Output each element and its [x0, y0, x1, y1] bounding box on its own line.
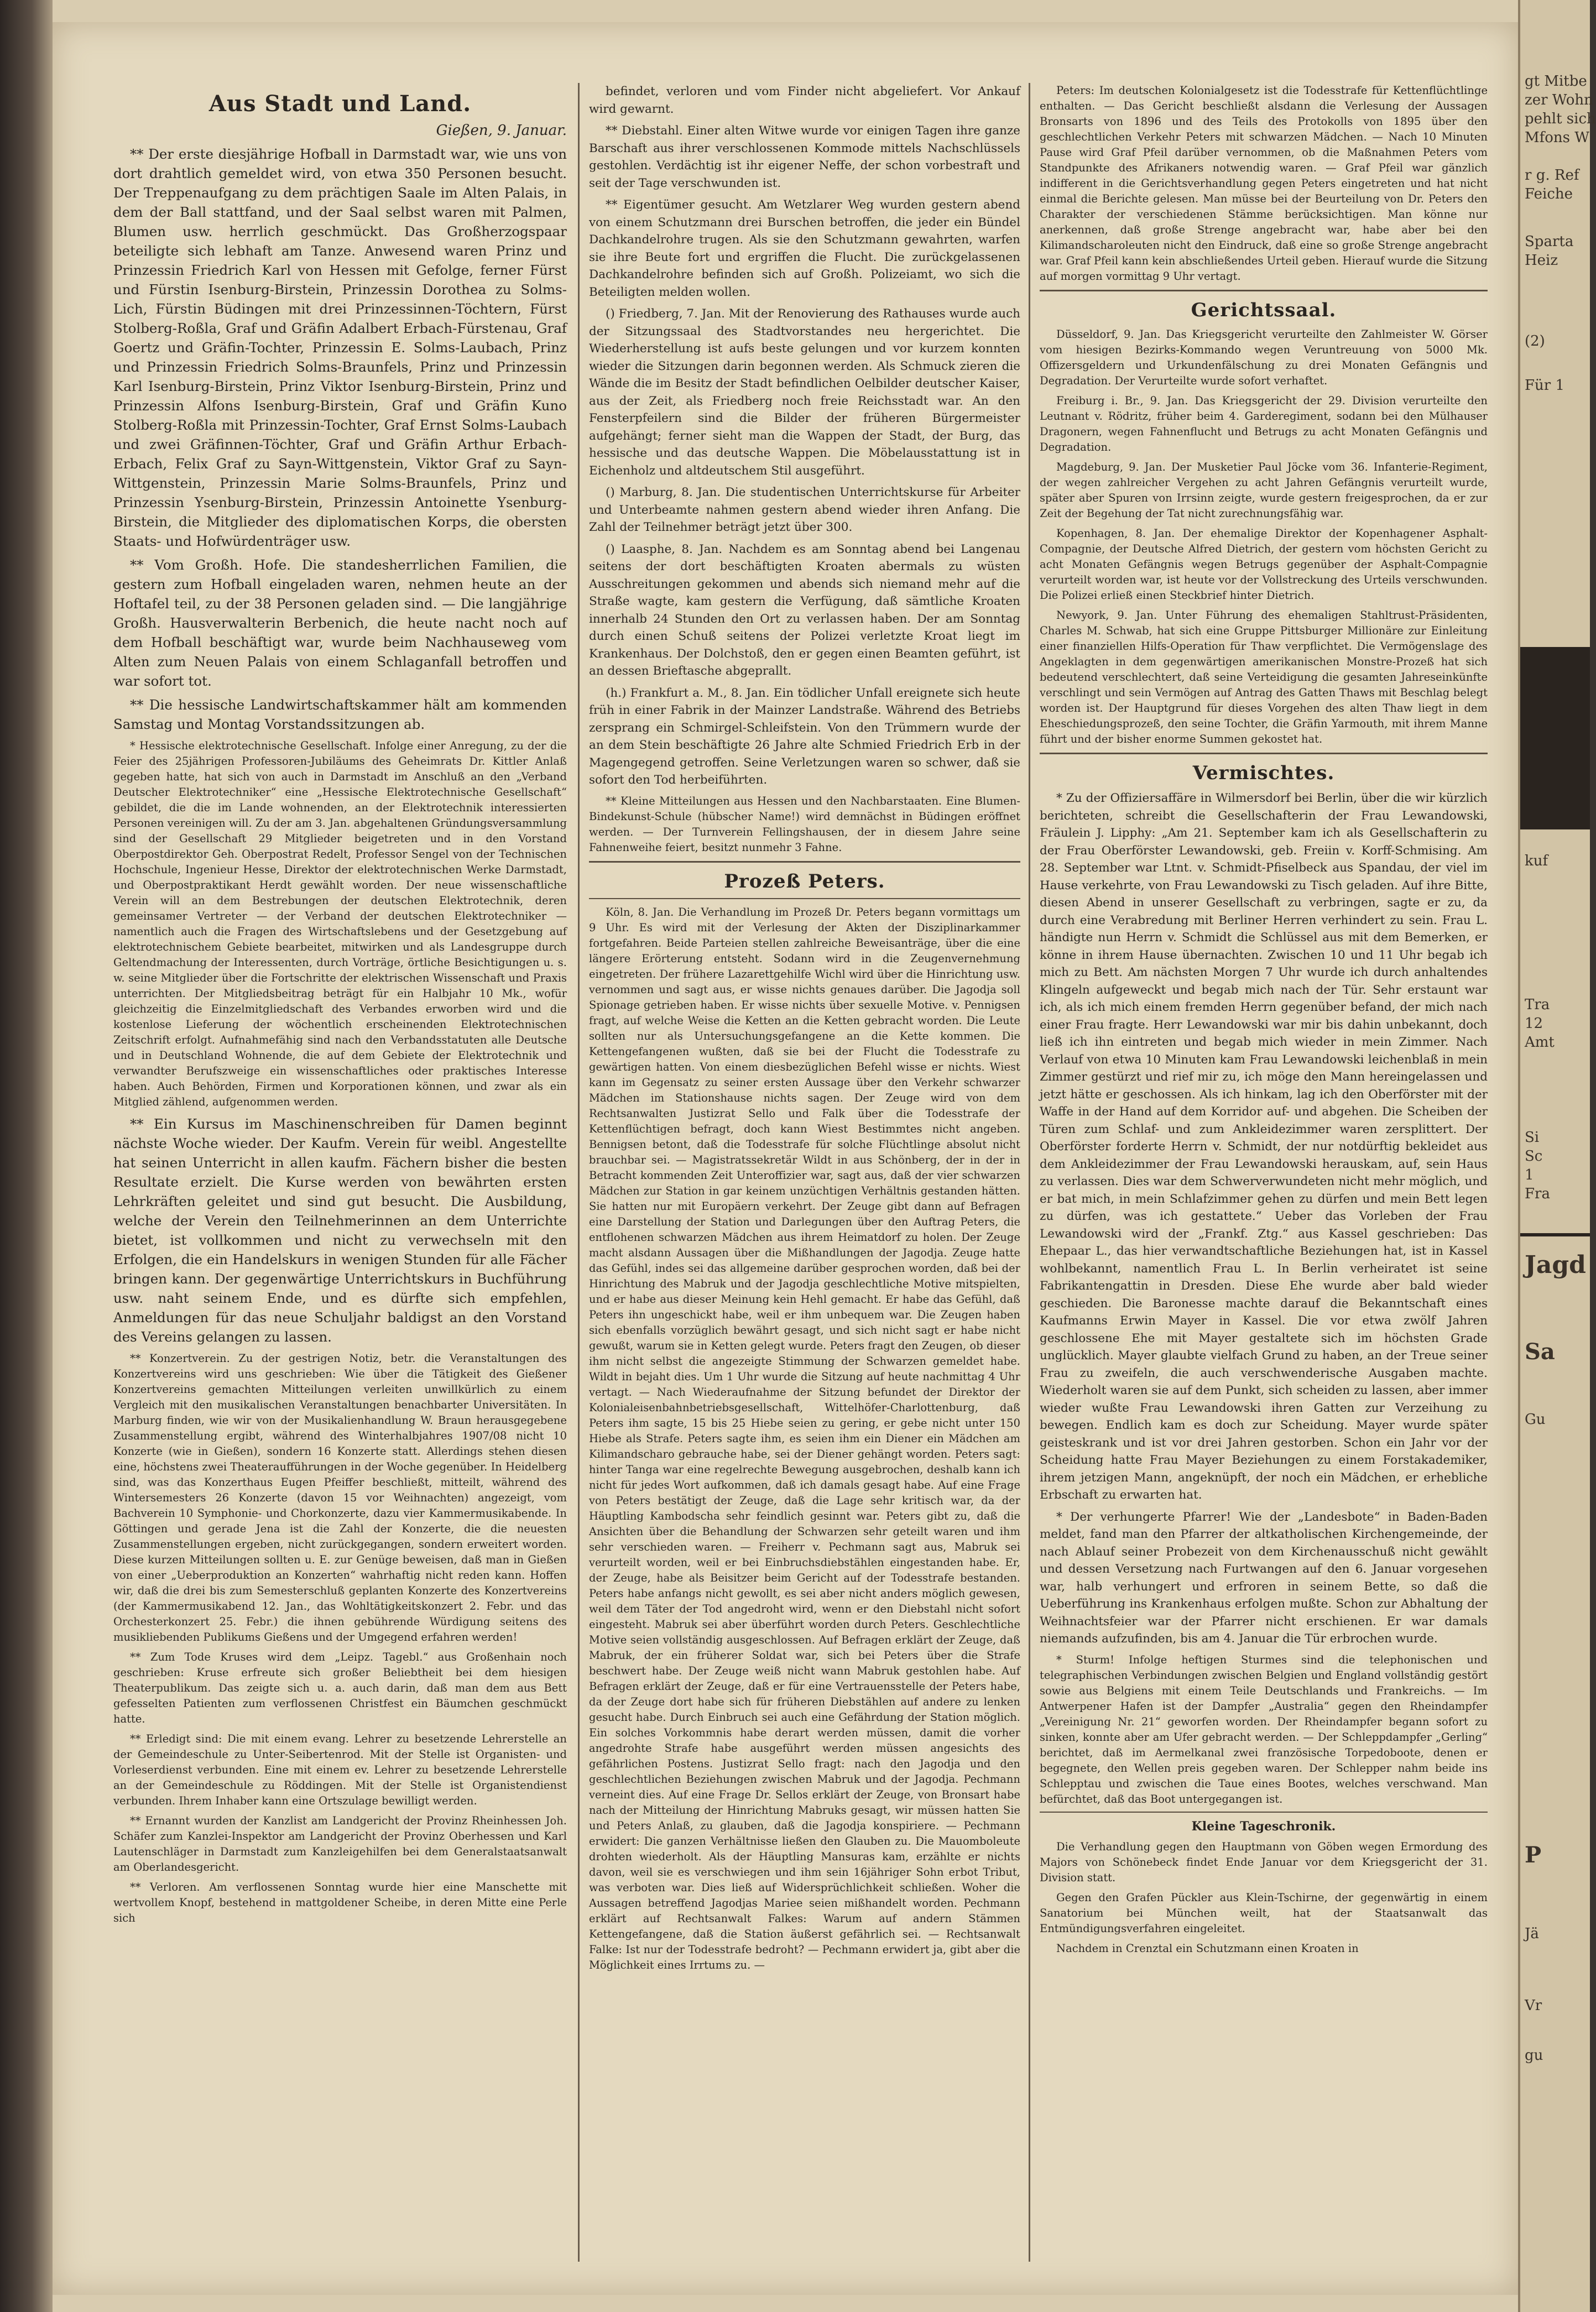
article-paragraph: befindet, verloren und vom Finder nicht abgeliefert. Vor Ankauf wird gewarnt. [589, 85, 1020, 116]
article-paragraph: * Zu der Offiziersaffäre in Wilmersdorf bei Berlin, über die wir kürzlich berichteten, schreibt die Gesellschafterin der Frau Lewandowski, Fräulein J. Lipphy: „Am 21. September kam ich als Gesellschafterin zu der Frau Oberförster Lewandowski, geb. Freiin v. Korff-Schmising. Am 28. September war Ltnt. v. Schmidt-Pfiselbeck aus Spandau, der viel im Hause verkehrte, von Frau Lewandowski zu Tisch geladen. Auf ihre Bitte, diesen Abend in unserer Gesellschaft zu verbringen, sagte er zu, da durch eine Verabredung mit Berliner Herren verhindert zu sein. Frau L. händigte nun Herrn v. Schmidt die Schlüssel aus mit dem Bemerken, er könne in ihrem Hause übernachten. Zwischen 10 und 11 Uhr begab ich mich zu Bett. Am nächsten Morgen 7 Uhr wurde ich durch anhaltendes Klingeln aufgeweckt und begab mich nach der Tür. Sehr erstaunt war ich, als ich mich einem fremden Herrn gegenüber befand, der mich nach einer Frau fragte. Herr Lewandowski war mir bis dahin unbekannt, doch ließ ich ihn eintreten und begab mich wieder in mein Zimmer. Nach Verlauf von etwa 10 Minuten kam Frau Lewandowski leichenblaß in mein Zimmer gestürzt und rief mir zu, ich möge den Mann hereingelassen und jetzt hätte er geschossen. Als ich hinkam, lag ich den Oberförster mit der Waffe in der Hand auf dem Korridor auf- und abgehen. Die Scheiben der Türen zum Schlaf- und zum Ankleidezimmer waren zersplittert. Der Oberförster forderte Herrn v. Schmidt, der nur notdürftig bekleidet aus dem Ankleidezimmer der Frau Lewandowski herauskam, auf, sein Haus zu verlassen. Dies war dem Schwerverwundeten nicht mehr möglich, und er bat mich, in mein Schlafzimmer gehen zu dürfen und mein Bett legen zu dürfen, was ich gestattete.“ Ueber das Vorleben der Frau Lewandowski wird der „Frankf. Ztg.“ aus Kassel geschrieben: Das Ehepaar L., das hier verwandtschaftliche Beziehungen hat, ist in Kassel wohlbekannt, namentlich Frau L. In Berlin verheiratet ist seine Fabrikantengattin in Dresden. Diese Ehe wurde aber bald wieder geschieden. Die Baronesse machte darauf die Bekanntschaft eines Kaufmanns Erwin Mayer in Kassel. Die vor etwa zwölf Jahren geschlossene Ehe mit Mayer gestaltete sich im höchsten Grade unglücklich. Mayer glaubte vielfach Grund zu haben, an der Treue seiner Frau zu zweifeln, die auch verschwenderische Ausgaben machte. Wiederholt waren sie auf dem Punkt, sich scheiden zu lassen, aber immer wieder wußte Frau Lewandowski ihren Gatten zur Verzeihung zu bewegen. Endlich kam es doch zur Scheidung. Mayer wurde später geisteskrank und ist vor drei Jahren gestorben. Schon ein Jahr vor der Scheidung hatte Frau Mayer Beziehungen zu einem Forstakademiker, ihrem jetzigen Mann, angeknüpft, der noch ein Mädchen, er erhebliche Erbschaft zu erwarten hat. [1040, 791, 1488, 1502]
strip-line: Sparta [1525, 233, 1574, 250]
strip-line: Vr [1525, 1997, 1542, 2014]
article-paragraph-small: ** Kleine Mitteilungen aus Hessen und den Nachbarstaaten. Eine Blumen-Bindekunst-Schule (hübscher Name!) wird demnächst in Büdingen eröffnet werden. — Der Turnverein Fellingshausen, der in diesem Jahre seine Fahnenweihe feiert, besitzt nunmehr 3 Fahne. [589, 794, 1020, 854]
strip-line: Jagd [1525, 1251, 1586, 1279]
article-paragraph-small: ** Verloren. Am verflossenen Sonntag wurde hier eine Manschette mit wertvollem Knopf, bestehend in mattgoldener Scheibe, in deren Mitte eine Perle sich [113, 1881, 567, 1924]
section-heading-kleine-tageschronik: Kleine Tageschronik. [1191, 1819, 1336, 1834]
article-paragraph-small: Die Verhandlung gegen den Hauptmann von Göben wegen Ermordung des Majors von Schönebeck findet Ende Januar vor dem Kriegsgericht der 31. Division statt. [1040, 1840, 1488, 1884]
article-paragraph-small: Kopenhagen, 8. Jan. Der ehemalige Direktor der Kopenhagener Asphalt-Compagnie, der Deutsche Alfred Dietrich, der gestern vom höchsten Gericht zu acht Monaten Gefängnis wegen Betrugs gegenüber der Asphalt-Compagnie verurteilt worden war, ist heute vor der Vollstreckung des Urteils verschwunden. Die Polizei erließ einen Steckbrief hinter Dietrich. [1040, 527, 1488, 602]
article-paragraph: ** Eigentümer gesucht. Am Wetzlarer Weg wurden gestern abend von einem Schutzmann drei Burschen betroffen, die jeder ein Bündel Dachkandelrohre trugen. Als sie den Schutzmann gewahrten, warfen sie ihre Beute fort und ergriffen die Flucht. Die zurückgelassenen Dachkandelrohre befinden sich auf Großh. Polizeiamt, wo sich die Beteiligten melden wollen. [589, 198, 1020, 299]
article-paragraph-small: Peters: Im deutschen Kolonialgesetz ist die Todesstrafe für Kettenflüchtlinge enthalten. — Das Gericht beschließt alsdann die Verlesung der Aussagen Bronsarts von 1896 und des Teils des Protokolls von 1895 über den geschlechtlichen Verkehr Peters mit schwarzen Mädchen. — Nach 10 Minuten Pause wird Graf Pfeil darüber vernommen, ob die Maßnahmen Peters vom Standpunkte des Afrikaners notwendig waren. — Graf Pfeil war gänzlich indifferent in die Gerichtsverhandlung gegen Peters eingetreten und hat nicht einmal die Berichte gelesen. Man müsse bei der Beurteilung von Dr. Peters den Charakter der verschiedenen Stämme berücksichtigen. Man könne nur anerkennen, daß große Strenge angebracht war, habe aber bei den Kilimandscharoleuten nicht den Eindruck, daß eine so große Strenge angebracht war. Graf Pfeil kann kein abschließendes Urteil geben. Hierauf wurde die Sitzung auf morgen vormittag 9 Uhr vertagt. [1040, 84, 1488, 283]
article-paragraph-small: Köln, 8. Jan. Die Verhandlung im Prozeß Dr. Peters begann vormittags um 9 Uhr. Es wird mit der Verlesung der Akten der Disziplinarkammer fortgefahren. Beide Parteien stellen zahlreiche Beweisanträge, über die eine längere Erörterung entsteht. Sodann wird in die Zeugenvernehmung eingetreten. Der frühere Lazarettgehilfe Wichl wird über die Hinrichtung usw. vernommen und sagt aus, er wisse nichts genaues darüber. Die Jagodja soll Spionage getrieben haben. Er wisse nichts über sexuelle Motive. v. Pennigsen fragt, auf welche Weise die Ketten an die Ketten gebracht worden. Die Leute sollten nur als Untersuchungsgefangene an die Kette kommen. Die Kettengefangenen wußten, daß sie bei der Flucht die Todesstrafe zu gewärtigen hatten. Von einem diesbezüglichen Befehl wisse er nichts. Wiest kann im Gegensatz zu seiner ersten Aussage über den Verkehr schwarzer Mädchen im Stationshause nichts sagen. Der Zeuge wird von dem Rechtsanwalten Justizrat Sello und Falk über die Todesstrafe der Kettenflüchtigen befragt, doch kann Wiest Bestimmtes nicht angeben. Bennigsen betont, daß die Todesstrafe für solche Flüchtlinge absolut nicht brauchbar sei. — Magistratssekretär Wildt in aus Schönberg, der in der in Betracht kommenden Zeit Unteroffizier war, sagt aus, daß der vier schwarzen Mädchen zur Station in gar keinem unzüchtigen Verhältnis gestanden hätten. Sie hatten nur mit Europäern verkehrt. Der Zeuge gibt dann auf Befragen eine Darstellung der Station und Darlegungen über den Auftrag Peters, die entflohenen schwarzen Mädchen aus ihrem Heimatdorf zu holen. Der Zeuge macht alsdann Aussagen über die Mißhandlungen der Jagodja. Zeuge hatte das Gefühl, indes sei das allgemeine darüber gesprochen worden, daß bei der Hinrichtung des Mabruk und der Jagodja geschlechtliche Motive mitspielten, und er habe aus dieser Meinung kein Hehl gemacht. Er habe das Gefühl, daß Peters ihn ungeschickt habe, weil er ihm unbequem war. Die Zeugen haben sich ebenfalls vorzüglich bewährt gesagt, und sich nicht sagt er habe nicht gewußt, warum sie in Ketten gelegt wurde. Peters fragt den Zeugen, ob dieser ihm nicht selbst die angezeigte Stimmung der Schwarzen gemeldet habe. Wildt in bejaht dies. Um 1 Uhr wurde die Sitzung auf heute nachmittag 4 Uhr vertagt. — Nach Wiederaufnahme der Sitzung befundet der Direktor der Kolonialeisenbahnbetriebsgesellschaft, Wittelhöfer-Charlottenburg, daß Peters ihm sagte, 15 bis 25 Hiebe seien zu gering, er gebe nicht unter 150 Hiebe als Strafe. Peters sagte ihm, es seien ihm ein Diener ein Mädchen am Kilimandscharo gebrauche habe, sei der Diener gehängt worden. Peters sagt: hinter Tanga war eine regelrechte Bewegung ausgebrochen, deshalb kann ich nicht für jedes Wort aufkommen, daß ich damals gesagt habe. Auf eine Frage von Peters bestätigt der Zeuge, daß die Lage sehr kritisch war, da der Häuptling Kambodscha sehr feindlich gesinnt war. Peters gibt zu, daß die Ansichten über die Behandlung der Schwarzen sehr geteilt waren und ihm sehr verschieden waren. — Freiherr v. Pechmann sagt aus, Mabruk sei verurteilt worden, weil er bei Einbruchsdiebstählen eingestanden habe. Er, der Zeuge, habe als Beisitzer beim Gericht auf der Todesstrafe bestanden. Peters habe anfangs nicht gewollt, es sei aber nicht anders möglich gewesen, weil dem Täter der Tod angedroht wird, wenn er den Diebstahl nicht sofort eingesteht. Mabruk sei aber überführt worden durch Peters. Geschlechtliche Motive seien vollständig ausgeschlossen. Auf Befragen erklärt der Zeuge, daß Mabruk, der ein früherer Soldat war, sich bei Peters über die Strafe beschwert habe. Der Zeuge weiß nicht wann Mabruk gestohlen habe. Auf Befragen erklärt der Zeuge, daß er für eine Vertrauensstelle der Peters habe, da der Zeuge dort habe sich für früheren Diebstählen auf andere zu lenken gesucht habe. Durch Einbruch sei auch eine Gefährdung der Station möglich. Ein solches Vorkommnis habe derart werden müssen, damit die vorher angedrohte Strafe habe ausgeführt werden müssen angesichts des gefährlichen Postens. Justizrat Sello fragt: nach den Jagodja und den geschlechtlichen Beziehungen zwischen Mabruk und der Jagodja. Pechmann verneint dies. Auf eine Frage Dr. Sellos erklärt der Zeuge, von Bronsart habe nach der Mitteilung der Hinrichtung Mabruks gesagt, wir müssen hatten Sie und Peters Anlaß, zu glauben, daß die Jagodja konspiriere. — Pechmann erwidert: Die ganzen Verhältnisse ließen den Glauben zu. Die Mauomboleute drohten wiederholt. Als der Häuptling Mansuras kam, erzählte er nichts davon, weil sie es verschwiegen und ihm sein 16jähriger Sohn erbot Tribut, was verboten war. Dies ließ auf Widersprüchlichkeit schließen. Woher die Aussagen betreffend Jagodjas Mariee seien mißhandelt worden. Pechmann erklärt auf Rechtsanwalt Falkes: Warum auf andern Stämmen Kettengefangene, daß die Station äußerst gefährlich sei. — Rechtsanwalt Falke: Ist nur der Todesstrafe bedroht? — Pechmann erwidert ja, gibt aber die Möglichkeit eines Irrtums zu. — [589, 905, 1020, 1971]
dateline: Gießen, 9. Januar. [436, 122, 567, 139]
article-paragraph-small: ** Ernannt wurden der Kanzlist am Landgericht der Provinz Rheinhessen Joh. Schäfer zum Kanzlei-Inspektor am Landgericht der Provinz Oberhessen und Karl Lautenschläger in Darmstadt zum Kanzleigehilfen bei dem Generalstaatsanwalt am Oberlandesgericht. [113, 1814, 567, 1873]
section-heading-prozess-peters: Prozeß Peters. [724, 870, 885, 893]
strip-line: Gu [1525, 1411, 1546, 1428]
section-divider [1040, 290, 1488, 291]
column-1 [113, 83, 567, 2262]
advertisement-block [1520, 647, 1590, 829]
article-paragraph-small: Magdeburg, 9. Jan. Der Musketier Paul Jöcke vom 36. Infanterie-Regiment, der wegen zahlreicher Vergehen zu acht Jahren Gefängnis verurteilt wurde, später aber Spuren von Irrsinn zeigte, wurde gestern freigesprochen, da er zur Zeit der Begehung der Tat nicht zurechnungsfähig war. [1040, 461, 1488, 520]
column-rule-2 [1029, 83, 1030, 2262]
strip-line: Für 1 [1525, 377, 1565, 394]
article-paragraph-small: ** Konzertverein. Zu der gestrigen Notiz, betr. die Veranstaltungen des Konzertvereins wird uns geschrieben: Wie über die Tätigkeit des Gießener Konzertvereins gemachten Mitteilungen verleiten unwillkürlich zu einem Vergleich mit den musikalischen Veranstaltungen benachbarter Universitäten. In Marburg finden, wie wir von der Musikalienhandlung W. Braun herausgegebene Zusammenstellung ergibt, während des Winterhalbjahres 1907/08 nicht 10 Konzerte (wie in Gießen), sondern 16 Konzerte statt. Allerdings stehen diesen eine, höchstens zwei Theateraufführungen in der Woche gegenüber. In Heidelberg sind, was das Konzerthaus Eugen Pfeiffer beschließt, mitteilt, während des Wintersemesters 26 Konzerte (davon 15 vor Weihnachten) angezeigt, vom Bachverein 10 Symphonie- und Chorkonzerte, dazu vier Kammermusikabende. In Göttingen und gerade Jena ist die Zahl der Konzerte, die die neuesten Zusammenstellungen ergeben, nicht zurückgegangen, sondern erweitert worden. Diese kurzen Mitteilungen sollten u. E. zur Genüge beweisen, daß man in Gießen von einer „Ueberproduktion an Konzerten“ wahrhaftig nicht reden kann. Hoffen wir, daß die drei bis zum Semesterschluß geplanten Konzerte des Konzertvereins (der Kammermusikabend 12. Jan., das Wohltätigkeitskonzert 2. Febr. und das Orchesterkonzert 25. Febr.) die ihnen gebührende Würdigung seitens des musikliebenden Publikums Gießens und der Umgegend erfahren werden! [113, 1352, 567, 1643]
column-rule-1 [578, 83, 580, 2262]
strip-line: P [1525, 1842, 1542, 1868]
article-paragraph-small: ** Zum Tode Kruses wird dem „Leipz. Tagebl.“ aus Großenhain noch geschrieben: Kruse erfreute sich großer Beliebtheit bei dem hiesigen Theaterpublikum. Das zeigte sich u. a. auch darin, daß man dem aus Bett gefesselten Patienten zum verflossenen Christfest ein Bäumchen geschmückt hatte. [113, 1651, 567, 1725]
strip-line: 12 [1525, 1015, 1543, 1032]
article-paragraph-small: Gegen den Grafen Pückler aus Klein-Tschirne, der gegenwärtig in einem Sanatorium bei München weilt, hat der Staatsanwalt das Entmündigungsverfahren eingeleitet. [1040, 1891, 1488, 1935]
section-heading-gerichtssaal: Gerichtssaal. [1191, 299, 1337, 321]
article-paragraph-small: Freiburg i. Br., 9. Jan. Das Kriegsgericht der 29. Division verurteilte den Leutnant v. Rödritz, früher beim 4. Garderegiment, sodann bei den Mülhauser Dragonern, wegen Fahnenflucht und Betrugs zu acht Monaten Gefängnis und Degradation. [1040, 394, 1488, 453]
strip-line: Feiche [1525, 186, 1573, 202]
article-paragraph-small: ** Erledigt sind: Die mit einem evang. Lehrer zu besetzende Lehrerstelle an der Gemeindeschule zu Unter-Seibertenrod. Mit der Stelle ist Organisten- und Vorleserdienst verbunden. Eine mit einem ev. Lehrer zu besetzende Lehrerstelle an der Gemeindeschule zu Röddingen. Mit der Stelle ist Organistendienst verbunden. Ihrem Inhaber kann eine Ortszulage bewilligt werden. [113, 1732, 567, 1807]
strip-line: kuf [1525, 853, 1548, 869]
strip-line: zer Wohn [1525, 92, 1593, 108]
article-paragraph: () Laasphe, 8. Jan. Nachdem es am Sonntag abend bei Langenau seitens der dort beschäftigten Kroaten abermals zu wüsten Ausschreitungen gekommen und abends sich niemand mehr auf die Straße wagte, kam gestern die Verfügung, daß sämtliche Kroaten innerhalb 24 Stunden den Ort zu verlassen haben. Der am Sonntag durch einen Schuß seitens der Polizei verletzte Kroat liegt im Krankenhaus. Der Dolchstoß, den er gegen einen Beamten geführt, ist an dessen Brieftasche abgeprallt. [589, 542, 1020, 678]
strip-line: gu [1525, 2047, 1543, 2064]
column-3 [1040, 83, 1488, 2262]
section-divider [589, 861, 1020, 863]
strip-line: Si [1525, 1129, 1540, 1146]
article-paragraph-small: * Hessische elektrotechnische Gesellschaft. Infolge einer Anregung, zu der die Feier des 25jährigen Professoren-Jubiläums des Geheimrats Dr. Kittler Anlaß gegeben hatte, hat sich von auch in Darmstadt im Anschluß an den „Verband Deutscher Elektrotechniker“ eine „Hessische Elektrotechnische Gesellschaft“ gebildet, die die im Lande wohnenden, an der Elektrotechnik interessierten Personen vereinigen will. Zu der am 3. Jan. abgehaltenen Gründungsversammlung sind der Gesellschaft 29 Mitglieder beigetreten und in den Vorstand Oberpostdirektor Geh. Oberpostrat Redelt, Professor Sengel von der Technischen Hochschule, Ingenieur Hesse, Direktor der elektrotechnischen Werke Darmstadt, und Oberpostpraktikant Herdt gewählt worden. Der neue wissenschaftliche Verein will an dem Bestrebungen der deutschen Elektrotechnik, deren gemeinsamer Vertreter — der Verband der deutschen Elektrotechniker — namentlich auch die Fragen des Wirtschaftslebens und der Gesetzgebung auf elektrotechnischem Gebiete bearbeitet, mitwirken und als Landesgruppe durch Geltendmachung der Interessenten, durch Vorträge, örtliche Besichtigungen u. s. w. seine Mitglieder über die Fortschritte der elektrischen Wissenschaft und Praxis unterrichten. Der Mitgliedsbeitrag beträgt für ein Halbjahr 10 Mk., wofür gleichzeitig die Einzelmitgliedschaft des Verbandes erworben wird und die kostenlose Lieferung der wöchentlich erscheinenden Elektrotechnischen Zeitschrift erfolgt. Aufnahmefähig sind nach den Verbandsstatuten alle Deutsche und in Deutschland Wohnende, die auf dem Gebiete der Elektrotechnik und verwandter Berufszweige ein wissenschaftliches oder praktisches Interesse haben. Auch Behörden, Firmen und Korporationen können, und zwar als ein Mitglied zählend, aufgenommen werden. [113, 739, 567, 1108]
section-heading-vermischtes: Vermischtes. [1192, 762, 1335, 784]
article-paragraph: () Marburg, 8. Jan. Die studentischen Unterrichtskurse für Arbeiter und Unterbeamte nahmen gestern abend wieder ihren Anfang. Die Zahl der Teilnehmer beträgt jetzt über 300. [589, 486, 1020, 534]
strip-line: (2) [1525, 333, 1545, 349]
article-paragraph: ** Ein Kursus im Maschinenschreiben für Damen beginnt nächste Woche wieder. Der Kaufm. Verein für weibl. Angestellte hat seinen Unterricht in allen kaufm. Fächern bisher die besten Resultate erzielt. Die Kurse werden von bewährten ersten Lehrkräften geleitet und sind gut besucht. Die Ausbildung, welche der Verein den Teilnehmerinnen an dem Unterrichte bietet, ist vollkommen und nicht zu verwechseln mit den Erfolgen, die ein Handelskurs in wenigen Stunden für alle Fächer bringen kann. Der gegenwärtige Unterrichtskurs in Buchführung usw. naht seinem Ende, und es dürfte sich empfehlen, Anmeldungen für das neue Schuljahr baldigst an den Vorstand des Vereins gelangen zu lassen. [113, 1116, 567, 1345]
strip-line: Tra [1525, 996, 1550, 1013]
article-paragraph: ** Vom Großh. Hofe. Die standesherrlichen Familien, die gestern zum Hofball eingeladen waren, nehmen heute an der Hoftafel teil, zu der 38 Personen geladen sind. — Die langjährige Großh. Hausverwalterin Berbenich, die heute nacht noch auf dem Hofball beschäftigt war, wurde beim Nachhauseweg vom Alten zum Neuen Palais von einem Schlaganfall betroffen und war sofort tot. [113, 557, 567, 689]
strip-line: Jä [1525, 1925, 1539, 1942]
strip-line: Heiz [1525, 252, 1558, 269]
strip-line: r g. Ref [1525, 167, 1579, 184]
article-paragraph-small: Düsseldorf, 9. Jan. Das Kriegsgericht verurteilte den Zahlmeister W. Görser vom hiesigen Bezirks-Kommando wegen Veruntreuung von 5000 Mk. Offizersgeldern und Urkundenfälschung zu drei Monaten Gefängnis und Degradation. Der Verurteilte wurde sofort verhaftet. [1040, 328, 1488, 387]
strip-line: gt Mitbe [1525, 73, 1587, 90]
section-divider [1040, 753, 1488, 754]
strip-line: Mfons W [1525, 129, 1589, 146]
col1-lead-paragraphs [113, 144, 567, 734]
article-paragraph: ** Die hessische Landwirtschaftskammer hält am kommenden Samstag und Montag Vorstandssitzungen ab. [113, 697, 567, 732]
article-paragraph-small: * Sturm! Infolge heftigen Sturmes sind die telephonischen und telegraphischen Verbindungen zwischen Belgien und England vollständig gestört sowie aus Belgiens mit einem Teile Deutschlands und Frankreichs. — Im Antwerpener Hafen ist der Dampfer „Australia“ gegen den Rheindampfer „Vereinigung Nr. 21“ geworfen worden. Der Rheindampfer begann sofort zu sinken, konnte aber am Ufer gebracht werden. — Der Schleppdampfer „Gerling“ berichtet, daß im Aermelkanal zwei französische Torpedoboote, denen er begegnete, den Wellen preis gegeben waren. Der Schlepper nahm beide ins Schlepptau und zwischen die Taue eines Bootes, welches verschwand. Man befürchtet, daß das Boot untergegangen ist. [1040, 1653, 1488, 1805]
book-binding-shadow [0, 0, 53, 2312]
section-heading-stadt-und-land: Aus Stadt und Land. [208, 91, 472, 117]
strip-line: pehlt sich [1525, 111, 1596, 127]
article-paragraph: () Friedberg, 7. Jan. Mit der Renovierung des Rathauses wurde auch der Sitzungssaal des Stadtvorstandes neu hergerichtet. Die Wiederherstellung ist aufs beste gelungen und vor kurzem konnten wieder die Sitzungen darin begonnen werden. Als Schmuck zieren die Wände die im Besitz der Stadt befindlichen Oelbilder deutscher Kaiser, aus der Zeit, als Friedberg noch freie Reichsstadt war. An den Fensterpfeilern sind die Bilder der früheren Bürgermeister aufgehängt; ferner sieht man die Wappen der Stadt, der Burg, das hessische und das deutsche Wappen. Die Möbelausstattung ist in Eichenholz und altdeutschem Stil ausgeführt. [589, 307, 1020, 478]
strip-rule [1520, 1233, 1590, 1236]
strip-line: Sa [1525, 1339, 1555, 1365]
article-paragraph: * Der verhungerte Pfarrer! Wie der „Landesbote“ in Baden-Baden meldet, fand man den Pfarrer der altkatholischen Kirchengemeinde, der nach Ablauf seiner Probezeit von dem Kirchenausschuß nicht gewählt und dessen Versetzung nach Furtwangen auf den 6. Januar vorgesehen war, halb verhungert und erfroren in seinem Bette, so daß die Ueberführung ins Krankenhaus erfolgen mußte. Schon zur Abhaltung der Weihnachtsfeier war der Pfarrer nicht erschienen. Er war damals niemands aufzufinden, bis am 4. Januar die Tür erbrochen wurde. [1040, 1510, 1488, 1646]
strip-line: 1 [1525, 1167, 1534, 1183]
section-divider-thin [1040, 1812, 1488, 1813]
column-2 [589, 83, 1020, 2262]
article-paragraph: (h.) Frankfurt a. M., 8. Jan. Ein tödlicher Unfall ereignete sich heute früh in einer Fabrik in der Mainzer Landstraße. Während des Betriebs zersprang ein Schmirgel-Schleifstein. Von den Trümmern wurde der an dem Stein beschäftigte 26 Jahre alte Schmied Friedrich Erb in der Magengegend getroffen. Seine Verletzungen waren so schwer, daß sie sofort den Tod herbeiführten. [589, 686, 1020, 787]
adjacent-page-strip [1518, 0, 1596, 2312]
strip-line: Sc [1525, 1148, 1543, 1165]
article-paragraph: ** Diebstahl. Einer alten Witwe wurde vor einigen Tagen ihre ganze Barschaft aus ihrer verschlossenen Kommode mittels Nachschlüssels gestohlen. Verdächtig ist ihr eigener Neffe, der schon vorbestraft und seit der Tage verschwunden ist. [589, 124, 1020, 190]
strip-line: Amt [1525, 1034, 1555, 1051]
heading-underline [589, 898, 1020, 899]
article-paragraph: ** Der erste diesjährige Hofball in Darmstadt war, wie uns von dort drahtlich gemeldet wird, von etwa 350 Personen besucht. Der Treppenaufgang zu dem prächtigen Saale im Alten Palais, in dem der Ball stattfand, und der Saal selbst waren mit Palmen, Blumen usw. herrlich geschmückt. Das Großherzogspaar beteiligte sich lebhaft am Tanze. Anwesend waren Prinz und Prinzessin Friedrich Karl von Hessen mit Gefolge, ferner Fürst und Fürstin Isenburg-Birstein, Prinzessin Dorothea zu Solms-Lich, Fürstin Büdingen mit drei Prinzessinnen-Töchtern, Fürst Stolberg-Roßla, Graf und Gräfin Adalbert Erbach-Fürstenau, Graf Goertz und Gräfin-Tochter, Prinzessin E. Solms-Laubach, Prinz und Prinzessin Friedrich Solms-Braunfels, Prinz und Prinzessin Karl Isenburg-Birstein, Prinz Viktor Isenburg-Birstein, Prinz und Prinzessin Alfons Isenburg-Birstein, Graf und Gräfin Kuno Stolberg-Roßla mit Prinzessin-Tochter, Graf Ernst Solms-Laubach und zwei Gräfinnen-Töchter, Graf und Gräfin Arthur Erbach-Erbach, Felix Graf zu Sayn-Wittgenstein, Viktor Graf zu Sayn-Wittgenstein, Prinzessin Marie Solms-Braunfels, Prinz und Prinzessin Ysenburg-Birstein, Prinzessin Antoinette Ysenburg-Birstein, die Mitglieder des diplomatischen Korps, die obersten Staats- und Hofwürdenträger usw. [113, 146, 567, 549]
article-paragraph-small: Newyork, 9. Jan. Unter Führung des ehemaligen Stahltrust-Präsidenten, Charles M. Schwab, hat sich eine Gruppe Pittsburger Millionäre zur Einleitung einer finanziellen Hilfs-Operation für Thaw verpflichtet. Die Vermögenslage des Angeklagten in dem gegenwärtigen amerikanischen Monstre-Prozeß hat sich bedeutend verschlechtert, daß seine Verteidigung die gesamten Jahreseinkünfte verschlingt und sein Vermögen auf Antrag des Gatten Thaws mit Beschlag belegt worden ist. Der Hauptgrund für dieses Vorgehen des alten Thaw liegt in dem Eheschiedungsprozeß, den seine Tochter, die Gräfin Yarmouth, mit ihrem Manne führt und der bisher enorme Summen gekostet hat. [1040, 609, 1488, 745]
article-paragraph-small: Nachdem in Crenztal ein Schutzmann einen Kroaten in [1056, 1942, 1359, 1955]
strip-line: Fra [1525, 1186, 1550, 1202]
